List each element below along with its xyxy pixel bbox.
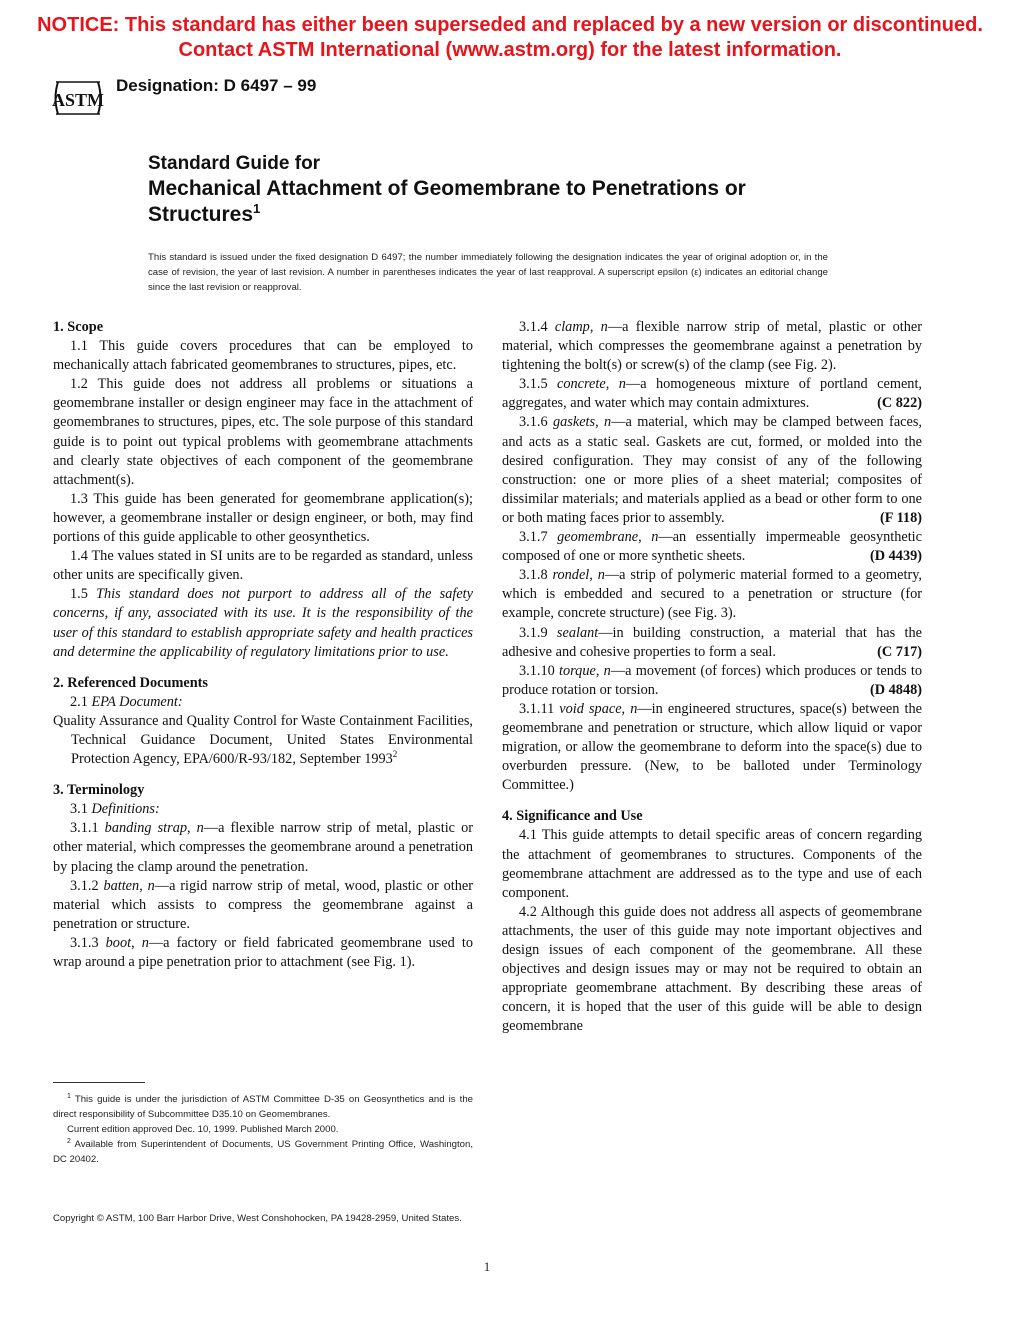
paragraph-1-4: 1.4 The values stated in SI units are to be regarded as standard, unless other units are specifically given. xyxy=(53,548,473,584)
footnote-divider xyxy=(53,1082,145,1083)
issuance-note: This standard is issued under the fixed designation D 6497; the number immediately following the designation indicates the year of original adoption or, in the case of revision, the year of last revision. A number in parentheses indicates the year of last reapproval. A superscript epsilon (ε) indicates an editorial change since the last revision or reapproval. xyxy=(148,252,828,293)
standard-reference: (C 822) xyxy=(877,395,922,412)
notice-line-1: NOTICE: This standard has either been superseded and replaced by a new version or discontinued. xyxy=(37,14,983,36)
title-line-2: Mechanical Attachment of Geomembrane to Penetrations or xyxy=(148,177,746,200)
left-column xyxy=(53,318,473,972)
paragraph-1-5: 1.5 This standard does not purport to address all of the safety concerns, if any, associated with its use. It is the responsibility of the user of this standard to establish appropriate safety and health practices and determine the applicability of regulatory limitations prior to use. xyxy=(53,586,473,660)
definition-banding-strap: 3.1.1 banding strap, n—a flexible narrow strip of metal, plastic or other material, which compresses the geomembrane around a penetration by placing the clamp around the penetration. xyxy=(53,820,473,875)
definition-sealant: 3.1.9 sealant—in building construction, a material that has the adhesive and cohesive properties to form a seal. (C 717) xyxy=(502,624,922,662)
astm-logo-icon xyxy=(52,78,104,118)
standard-reference: (C 717) xyxy=(877,643,922,660)
definition-batten: 3.1.2 batten, n—a rigid narrow strip of metal, wood, plastic or other material which assists to compress the geomembrane against a penetration or structure. xyxy=(53,877,474,932)
section-heading-referenced-documents: 2. Referenced Documents xyxy=(53,674,208,691)
standard-reference: (D 4848) xyxy=(869,681,922,698)
paragraph-1-2: 1.2 This guide does not address all problems or situations a geomembrane installer or design engineer may face in the attachment of geomembranes to structures, pipes, etc. The sole purpose of this standard guide is to point out typical problems with geomembrane attachments and clearly state objectives of each component of the geomembrane attachment(s). xyxy=(53,376,473,488)
section-heading-terminology: 3. Terminology xyxy=(53,782,145,799)
paragraph-2-1: 2.1 EPA Document: xyxy=(70,693,183,710)
standard-reference: (D 4439) xyxy=(869,548,922,565)
definition-boot: 3.1.3 boot, n—a factory or field fabricated geomembrane used to wrap around a pipe penetration prior to attachment (see Fig. 1). xyxy=(53,934,473,970)
right-text-column xyxy=(502,318,922,1036)
page-number: 1 xyxy=(483,1259,491,1274)
footnotes xyxy=(53,1092,473,1167)
footnote-1: $^1$ This guide is under the jurisdiction of ASTM Committee D-35 on Geosynthetics and is the direct responsibility of Subcommittee D35.10 on Geomembranes. xyxy=(53,1093,473,1120)
footnote-2: $^2$ Available from Superintendent of Documents, US Government Printing Office, Washington, DC 20402. xyxy=(53,1138,473,1165)
paragraph-3-1: 3.1 Definitions: xyxy=(70,801,160,818)
definition-concrete: 3.1.5 concrete, n—a homogeneous mixture of portland cement, aggregates, and water which may contain admixtures. (C 822) xyxy=(502,375,922,413)
section-heading-significance: 4. Significance and Use xyxy=(502,808,643,825)
title-footnote-ref: 1 xyxy=(253,201,261,216)
title-line-1: Standard Guide for xyxy=(148,153,321,174)
footnote-1-approval: Current edition approved Dec. 10, 1999. Published March 2000. xyxy=(67,1124,339,1135)
notice-line-2: Contact ASTM International (www.astm.org) for the latest information. xyxy=(178,39,842,61)
copyright: Copyright © ASTM, 100 Barr Harbor Drive, West Conshohocken, PA 19428-2959, United States. xyxy=(53,1213,462,1224)
title-line-3: Structures$^1$ xyxy=(148,201,261,226)
definition-torque: 3.1.10 torque, n—a movement (of forces) which produces or tends to produce rotation or torsion. (D 4848) xyxy=(502,662,922,700)
definition-rondel: 3.1.8 rondel, n—a strip of polymeric material formed to a geometry, which is embedded and secured to a penetration or structure (for example, concrete structure) (see Fig. 3). xyxy=(502,567,922,622)
paragraph-4-1: 4.1 This guide attempts to detail specific areas of concern regarding the attachment of geomembranes to structures. Components of the geomembrane attachment are addressed as to the type and use of each component. xyxy=(502,827,922,901)
epa-document-reference: Quality Assurance and Quality Control for Waste Containment Facilities, Technical Guidance Document, United States Environmental Protection Agency, EPA/600/R-93/182, September 1993$^2$ xyxy=(53,712,473,768)
definition-clamp: 3.1.4 clamp, n—a flexible narrow strip of metal, plastic or other material, which compresses the geomembrane against a penetration by tightening the bolt(s) or screw(s) of the clamp (see Fig. 2). xyxy=(502,319,922,374)
definition-void-space: 3.1.11 void space, n—in engineered structures, space(s) between the geomembrane and penetration or structure, which allow liquid or vapor migration, or allow the geomembrane to deform into the space(s) due to overburden pressure. (New, to be balloted under Terminology Committee.) xyxy=(502,700,922,794)
designation: Designation: D 6497 – 99 xyxy=(116,76,317,95)
definition-geomembrane: 3.1.7 geomembrane, n—an essentially impermeable geosynthetic composed of one or more synthetic sheets. (D 4439) xyxy=(502,528,922,566)
paragraph-4-2: 4.2 Although this guide does not address all aspects of geomembrane attachments, the user of this guide may note important objectives and design issues of each component of the geomembrane. All these objectives and design issues may or may not be required to obtain an appropriate geomembrane attachment. By describing these areas of concern, it is hoped that the user of this guide will be able to design geomembrane xyxy=(502,903,922,1035)
section-heading-scope: 1. Scope xyxy=(53,319,104,335)
svg-text:ASTM: ASTM xyxy=(52,90,104,110)
standard-reference: (F 118) xyxy=(880,509,922,526)
definition-gaskets: 3.1.6 gaskets, n—a material, which may be clamped between faces, and acts as a static seal. Gaskets are cut, formed, or molded into the desired configuration. They may consist of any of the following construction: one or more plies of a sheet material; composites of dissimilar materials; and materials applied as a bead or other form to one or both mating faces prior to assembly. (F 118) xyxy=(502,413,922,528)
paragraph-1-1: 1.1 This guide covers procedures that can be employed to mechanically attach fabricated geomembranes to structures, pipes, etc. xyxy=(53,338,473,374)
paragraph-1-3: 1.3 This guide has been generated for geomembrane application(s); however, a geomembrane installer or design engineer, or both, may find portions of this guide applicable to other geosynthetics. xyxy=(53,490,473,546)
